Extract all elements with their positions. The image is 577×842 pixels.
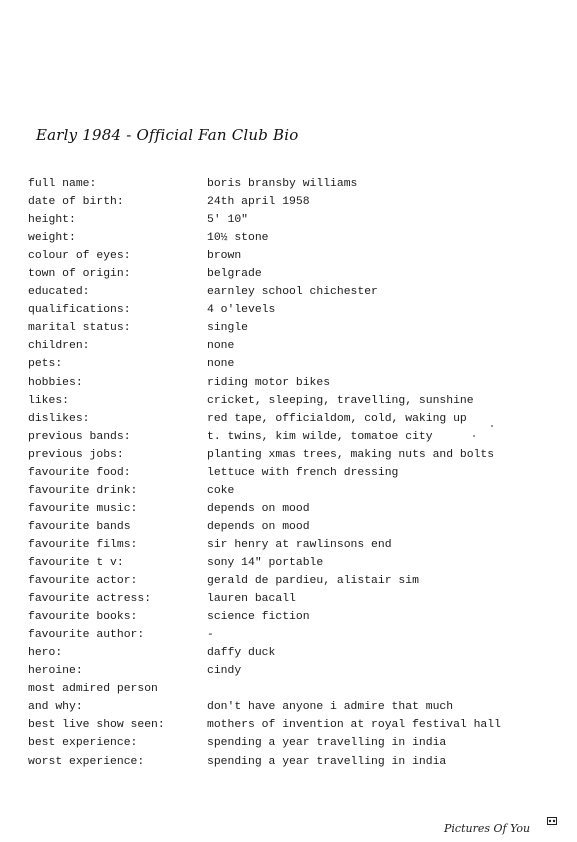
bio-row bbox=[28, 500, 558, 518]
bio-row bbox=[28, 428, 558, 446]
bio-value: sony 14" portable bbox=[207, 556, 324, 569]
scan-speck bbox=[473, 435, 475, 437]
bio-row bbox=[28, 734, 558, 752]
bio-label: colour of eyes: bbox=[28, 250, 131, 263]
bio-row bbox=[28, 554, 558, 572]
bio-row bbox=[28, 301, 558, 319]
bio-row bbox=[28, 716, 558, 734]
bio-value: red tape, officialdom, cold, waking up bbox=[207, 412, 467, 425]
bio-row bbox=[28, 572, 558, 590]
bio-value: sir henry at rawlinsons end bbox=[207, 538, 392, 551]
bio-label: favourite actor: bbox=[28, 575, 138, 588]
bio-label: pets: bbox=[28, 358, 63, 371]
bio-row bbox=[28, 518, 558, 536]
bio-value: coke bbox=[207, 484, 235, 497]
bio-row bbox=[28, 626, 558, 644]
bio-row bbox=[28, 644, 558, 662]
bio-label: favourite bands bbox=[28, 520, 131, 533]
bio-label: favourite t v: bbox=[28, 556, 124, 569]
bio-label: favourite films: bbox=[28, 538, 138, 551]
bio-value: depends on mood bbox=[207, 520, 310, 533]
bio-value: spending a year travelling in india bbox=[207, 737, 447, 750]
bio-label: favourite food: bbox=[28, 466, 131, 479]
bio-value: cricket, sleeping, travelling, sunshine bbox=[207, 394, 474, 407]
bio-value: depends on mood bbox=[207, 502, 310, 515]
bio-row bbox=[28, 283, 558, 301]
scan-speck bbox=[491, 425, 493, 427]
bio-label: weight: bbox=[28, 232, 76, 245]
bio-value: 24th april 1958 bbox=[207, 196, 310, 209]
bio-row bbox=[28, 410, 558, 428]
bio-value: single bbox=[207, 322, 249, 335]
bio-value: boris bransby williams bbox=[207, 178, 358, 190]
bio-label: worst experience: bbox=[28, 755, 145, 768]
bio-row bbox=[28, 608, 558, 626]
bio-value: daffy duck bbox=[207, 647, 276, 660]
bio-value: t. twins, kim wilde, tomatoe city bbox=[207, 430, 433, 443]
bio-row bbox=[28, 446, 558, 464]
bio-label: and why: bbox=[28, 701, 83, 714]
bio-label: favourite music: bbox=[28, 502, 138, 515]
bio-value: 4 o'levels bbox=[207, 304, 276, 317]
bio-row bbox=[28, 536, 558, 554]
bio-value: don't have anyone i admire that much bbox=[207, 701, 454, 714]
bio-label: full name: bbox=[28, 178, 97, 190]
bio-label: likes: bbox=[28, 394, 70, 407]
bio-row bbox=[28, 482, 558, 500]
bio-label: previous jobs: bbox=[28, 448, 124, 461]
bio-row bbox=[28, 698, 558, 716]
bio-label: previous bands: bbox=[28, 430, 131, 443]
bio-value: none bbox=[207, 358, 235, 371]
bio-row bbox=[28, 662, 558, 680]
bio-label: height: bbox=[28, 214, 76, 227]
bio-value: gerald de pardieu, alistair sim bbox=[207, 575, 419, 588]
bio-row bbox=[28, 464, 558, 482]
bio-row bbox=[28, 175, 558, 193]
page-title: Early 1984 - Official Fan Club Bio bbox=[36, 126, 299, 144]
bio-value: none bbox=[207, 340, 235, 353]
bio-label: most admired person bbox=[28, 683, 158, 696]
bio-row bbox=[28, 265, 558, 283]
bio-label: children: bbox=[28, 340, 90, 353]
bio-label: best live show seen: bbox=[28, 719, 165, 732]
bio-list bbox=[28, 175, 558, 771]
bio-label: dislikes: bbox=[28, 412, 90, 425]
bio-row bbox=[28, 337, 558, 355]
bio-row bbox=[28, 590, 558, 608]
bio-label: date of birth: bbox=[28, 196, 124, 209]
bio-label: qualifications: bbox=[28, 304, 131, 317]
bio-value: belgrade bbox=[207, 268, 262, 281]
bio-row bbox=[28, 374, 558, 392]
bio-value: mothers of invention at royal festival hall bbox=[207, 719, 501, 732]
bio-value: science fiction bbox=[207, 611, 310, 624]
bio-label: favourite drink: bbox=[28, 484, 138, 497]
bio-label: favourite author: bbox=[28, 629, 145, 642]
bio-row bbox=[28, 355, 558, 373]
bio-value: cindy bbox=[207, 665, 242, 678]
bio-label: heroine: bbox=[28, 665, 83, 678]
bio-value: riding motor bikes bbox=[207, 376, 331, 389]
bio-value: spending a year travelling in india bbox=[207, 755, 447, 768]
tape-icon bbox=[547, 812, 557, 820]
bio-row bbox=[28, 229, 558, 247]
bio-row bbox=[28, 211, 558, 229]
bio-value: - bbox=[207, 629, 214, 642]
bio-label: marital status: bbox=[28, 322, 131, 335]
bio-label: hero: bbox=[28, 647, 63, 660]
bio-label: favourite actress: bbox=[28, 593, 152, 606]
bio-row bbox=[28, 680, 558, 698]
bio-label: favourite books: bbox=[28, 611, 138, 624]
credit-text: Pictures Of You bbox=[444, 822, 531, 835]
bio-row bbox=[28, 319, 558, 337]
bio-row bbox=[28, 247, 558, 265]
bio-value: lettuce with french dressing bbox=[207, 466, 399, 479]
bio-value: planting xmas trees, making nuts and bolts bbox=[207, 448, 495, 461]
bio-value: lauren bacall bbox=[207, 593, 296, 606]
bio-row bbox=[28, 753, 558, 771]
bio-label: educated: bbox=[28, 286, 90, 299]
bio-label: best experience: bbox=[28, 737, 138, 750]
bio-value: 10½ stone bbox=[207, 232, 269, 245]
bio-value: 5' 10" bbox=[207, 214, 249, 227]
bio-label: hobbies: bbox=[28, 376, 83, 389]
bio-row bbox=[28, 193, 558, 211]
bio-row bbox=[28, 392, 558, 410]
bio-value: brown bbox=[207, 250, 242, 263]
bio-value: earnley school chichester bbox=[207, 286, 378, 299]
bio-label: town of origin: bbox=[28, 268, 131, 281]
